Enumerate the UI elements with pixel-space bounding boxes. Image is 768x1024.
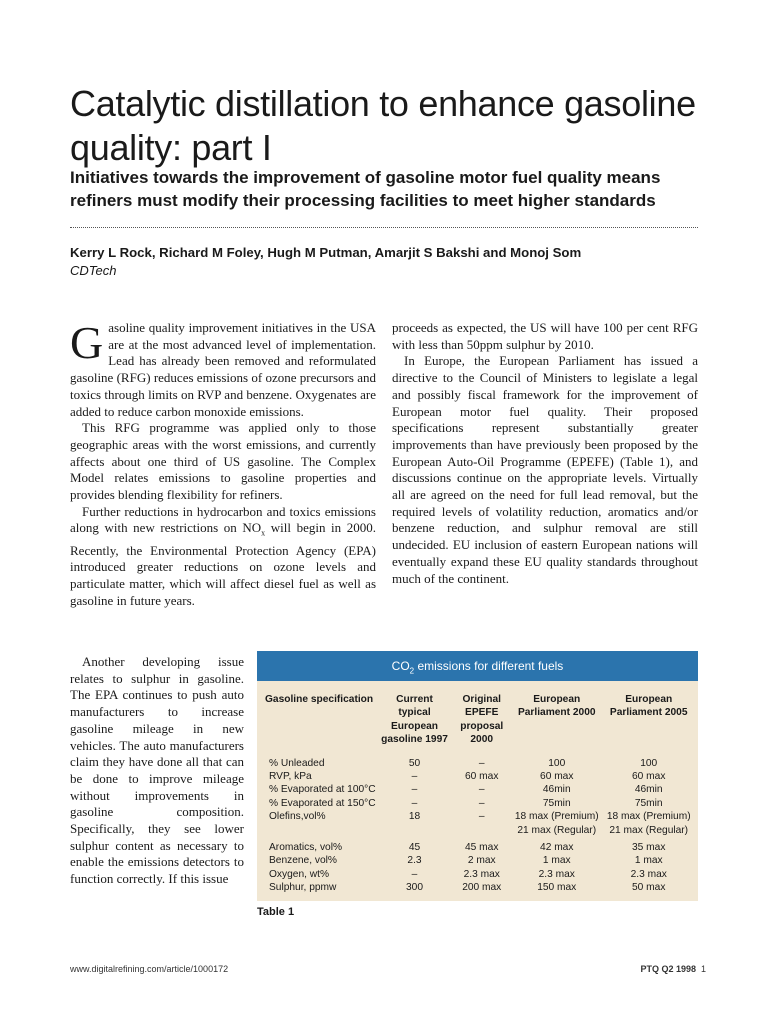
spec-table (263, 693, 695, 895)
table-cell: Benzene, vol% (269, 855, 337, 867)
table-cell: 35 max (632, 842, 666, 854)
table-cell: 75min (634, 797, 663, 809)
table-cell: 2 max (467, 855, 496, 867)
drop-cap: G (70, 317, 104, 368)
table-caption: Table 1 (257, 906, 295, 918)
table-cell: 2.3 (407, 855, 422, 867)
paragraph: proceeds as expected, the US will have 100 per cent RFG with less than 50ppm sulphur by 2010. (392, 320, 698, 352)
table-cell: – (411, 797, 418, 809)
column-header: European Parliament 2005 (609, 694, 688, 719)
table-row (263, 757, 695, 770)
table-cell (377, 824, 453, 837)
table-cell: – (478, 797, 485, 809)
author-affiliation: CDTech (70, 263, 117, 278)
paragraph: In Europe, the European Parliament has issued a directive to the Council of Ministers to legislate a legal and possibly fiscal framework for the improvement of European motor fuel quality. Their proposed specifications represent substantially greater improvements than have previously been proposed by the European Auto-Oil Programme (EPEFE) (Table 1), and discussions continue on the appropriate levels. Virtually all are agreed on the need for full lead removal, but the required levels of volatility reduction, aromatics and/or benzene reduction, and sulphur removal are still undecided. EU inclusion of eastern European nations will eventually expand these EU quality standards throughout much of the continent. (392, 353, 698, 586)
journal-issue: PTQ Q2 1998 (640, 964, 696, 974)
table-cell: 2.3 max (463, 868, 500, 880)
subscript: 2 (409, 666, 415, 676)
table-row (263, 881, 695, 894)
paragraph-text: asoline quality improvement initiatives in the USA are at the most advanced level of implementation. Lead has already been removed and reformulated gasoline (RFG) reduces emissions of ozone precursors and toxics through limits on RVP and benzene. Oxygenates are added to reduce carbon monoxide emissions. (70, 320, 376, 419)
table-cell: 50 (408, 757, 421, 769)
table-cell: – (478, 757, 485, 769)
body-column-left-narrow (70, 654, 244, 888)
table-row (263, 854, 695, 867)
table-cell: 1 max (634, 855, 663, 867)
table-row (263, 810, 695, 823)
table-row (263, 797, 695, 810)
table-cell: % Evaporated at 100°C (269, 784, 376, 796)
column-header: Current typical European gasoline 1997 (381, 694, 448, 746)
table-row (263, 824, 695, 837)
column-header: Gasoline specification (265, 694, 374, 705)
table-cell (452, 824, 511, 837)
table-cell: 200 max (462, 882, 502, 894)
table-cell: 42 max (540, 842, 574, 854)
table-cell: 1 max (542, 855, 571, 867)
table-cell: RVP, kPa (269, 771, 312, 783)
table-cell: – (411, 784, 418, 796)
footer-journal-info (640, 964, 706, 974)
article-subtitle: Initiatives towards the improvement of gasoline motor fuel quality means refiners must modify their processing facilities to meet higher standards (70, 168, 661, 210)
table-cell: 18 max (Premium) (606, 811, 691, 823)
table-cell: 60 max (632, 771, 666, 783)
table-cell: 46min (634, 784, 663, 796)
table-cell: – (411, 771, 418, 783)
footer-url[interactable]: www.digitalrefining.com/article/1000172 (70, 964, 229, 974)
table-cell: Olefins,vol% (269, 811, 326, 823)
table-cell: 18 (408, 811, 421, 823)
column-header: Original EPEFE proposal 2000 (460, 694, 504, 746)
table-cell: Oxygen, wt% (269, 868, 330, 880)
table-cell: Aromatics, vol% (269, 842, 343, 854)
table-cell: 18 max (Premium) (514, 811, 599, 823)
table-cell: % Unleaded (269, 757, 325, 769)
table-title-text: emissions for different fuels (414, 659, 564, 673)
table-cell: 45 max (465, 842, 499, 854)
table-cell: % Evaporated at 150°C (269, 797, 376, 809)
table-title-text: CO (391, 659, 410, 673)
paragraph-text: Further reductions in hydrocarbon and toxics emissions along with new restrictions on NO (70, 503, 376, 536)
article-title: Catalytic distillation to enhance gasoline quality: part I (70, 83, 696, 169)
table-cell: – (478, 811, 485, 823)
table-cell: 2.3 max (630, 868, 667, 880)
table-cell: – (478, 784, 485, 796)
dotted-divider (70, 227, 698, 228)
table-cell: 46min (542, 784, 571, 796)
table-cell: 60 max (465, 771, 499, 783)
table-cell: Sulphur, ppmw (269, 882, 337, 894)
table-cell: 50 max (632, 882, 666, 894)
paragraph (70, 504, 376, 610)
table-cell: – (411, 868, 418, 880)
paragraph (70, 317, 376, 420)
paragraph-text: will begin in 2000. Recently, the Environmental Protection Agency (EPA) introduced greater reductions on ozone levels and particulate matter, which will affect diesel fuel as well as gasoline in future years. (70, 520, 376, 608)
table-cell: 2.3 max (538, 868, 575, 880)
author-list: Kerry L Rock, Richard M Foley, Hugh M Putman, Amarjit S Bakshi and Monoj Som (70, 245, 582, 260)
table-cell: 21 max (Regular) (517, 824, 597, 836)
table-1 (257, 651, 698, 901)
body-column-left (70, 317, 376, 610)
paragraph: This RFG programme was applied only to those geographic areas with the worst emissions, and currently affects about one third of US gasoline. The Complex Model relates emissions to gasoline properties and provides blending flexibility for refiners. (70, 420, 376, 503)
table-cell: 100 (640, 757, 658, 769)
table-title (257, 651, 698, 681)
column-header: European Parliament 2000 (517, 694, 596, 719)
page-number: 1 (700, 964, 706, 974)
table-cell: 300 (406, 882, 424, 894)
table-row (263, 770, 695, 783)
table-cell: 100 (548, 757, 566, 769)
table-row (263, 783, 695, 796)
paragraph: Another developing issue relates to sulphur in gasoline. The EPA continues to push auto manufacturers to increase gasoline mileage in new vehicles. The auto manufacturers claim they have done all that can be done to improve mileage without improvements in gasoline composition. Specifically, they see lower sulphur content as necessary to enable the emissions detectors to function correctly. If this issue (70, 654, 244, 887)
table-row (263, 868, 695, 881)
table-row (263, 841, 695, 854)
table-cell: 150 max (537, 882, 577, 894)
table-cell: 45 (408, 842, 421, 854)
body-column-right (392, 320, 698, 587)
table-header-row (263, 693, 695, 747)
subscript: x (261, 529, 266, 539)
table-cell (263, 824, 377, 837)
table-cell: 21 max (Regular) (609, 824, 689, 836)
table-cell: 60 max (540, 771, 574, 783)
table-cell: 75min (542, 797, 571, 809)
